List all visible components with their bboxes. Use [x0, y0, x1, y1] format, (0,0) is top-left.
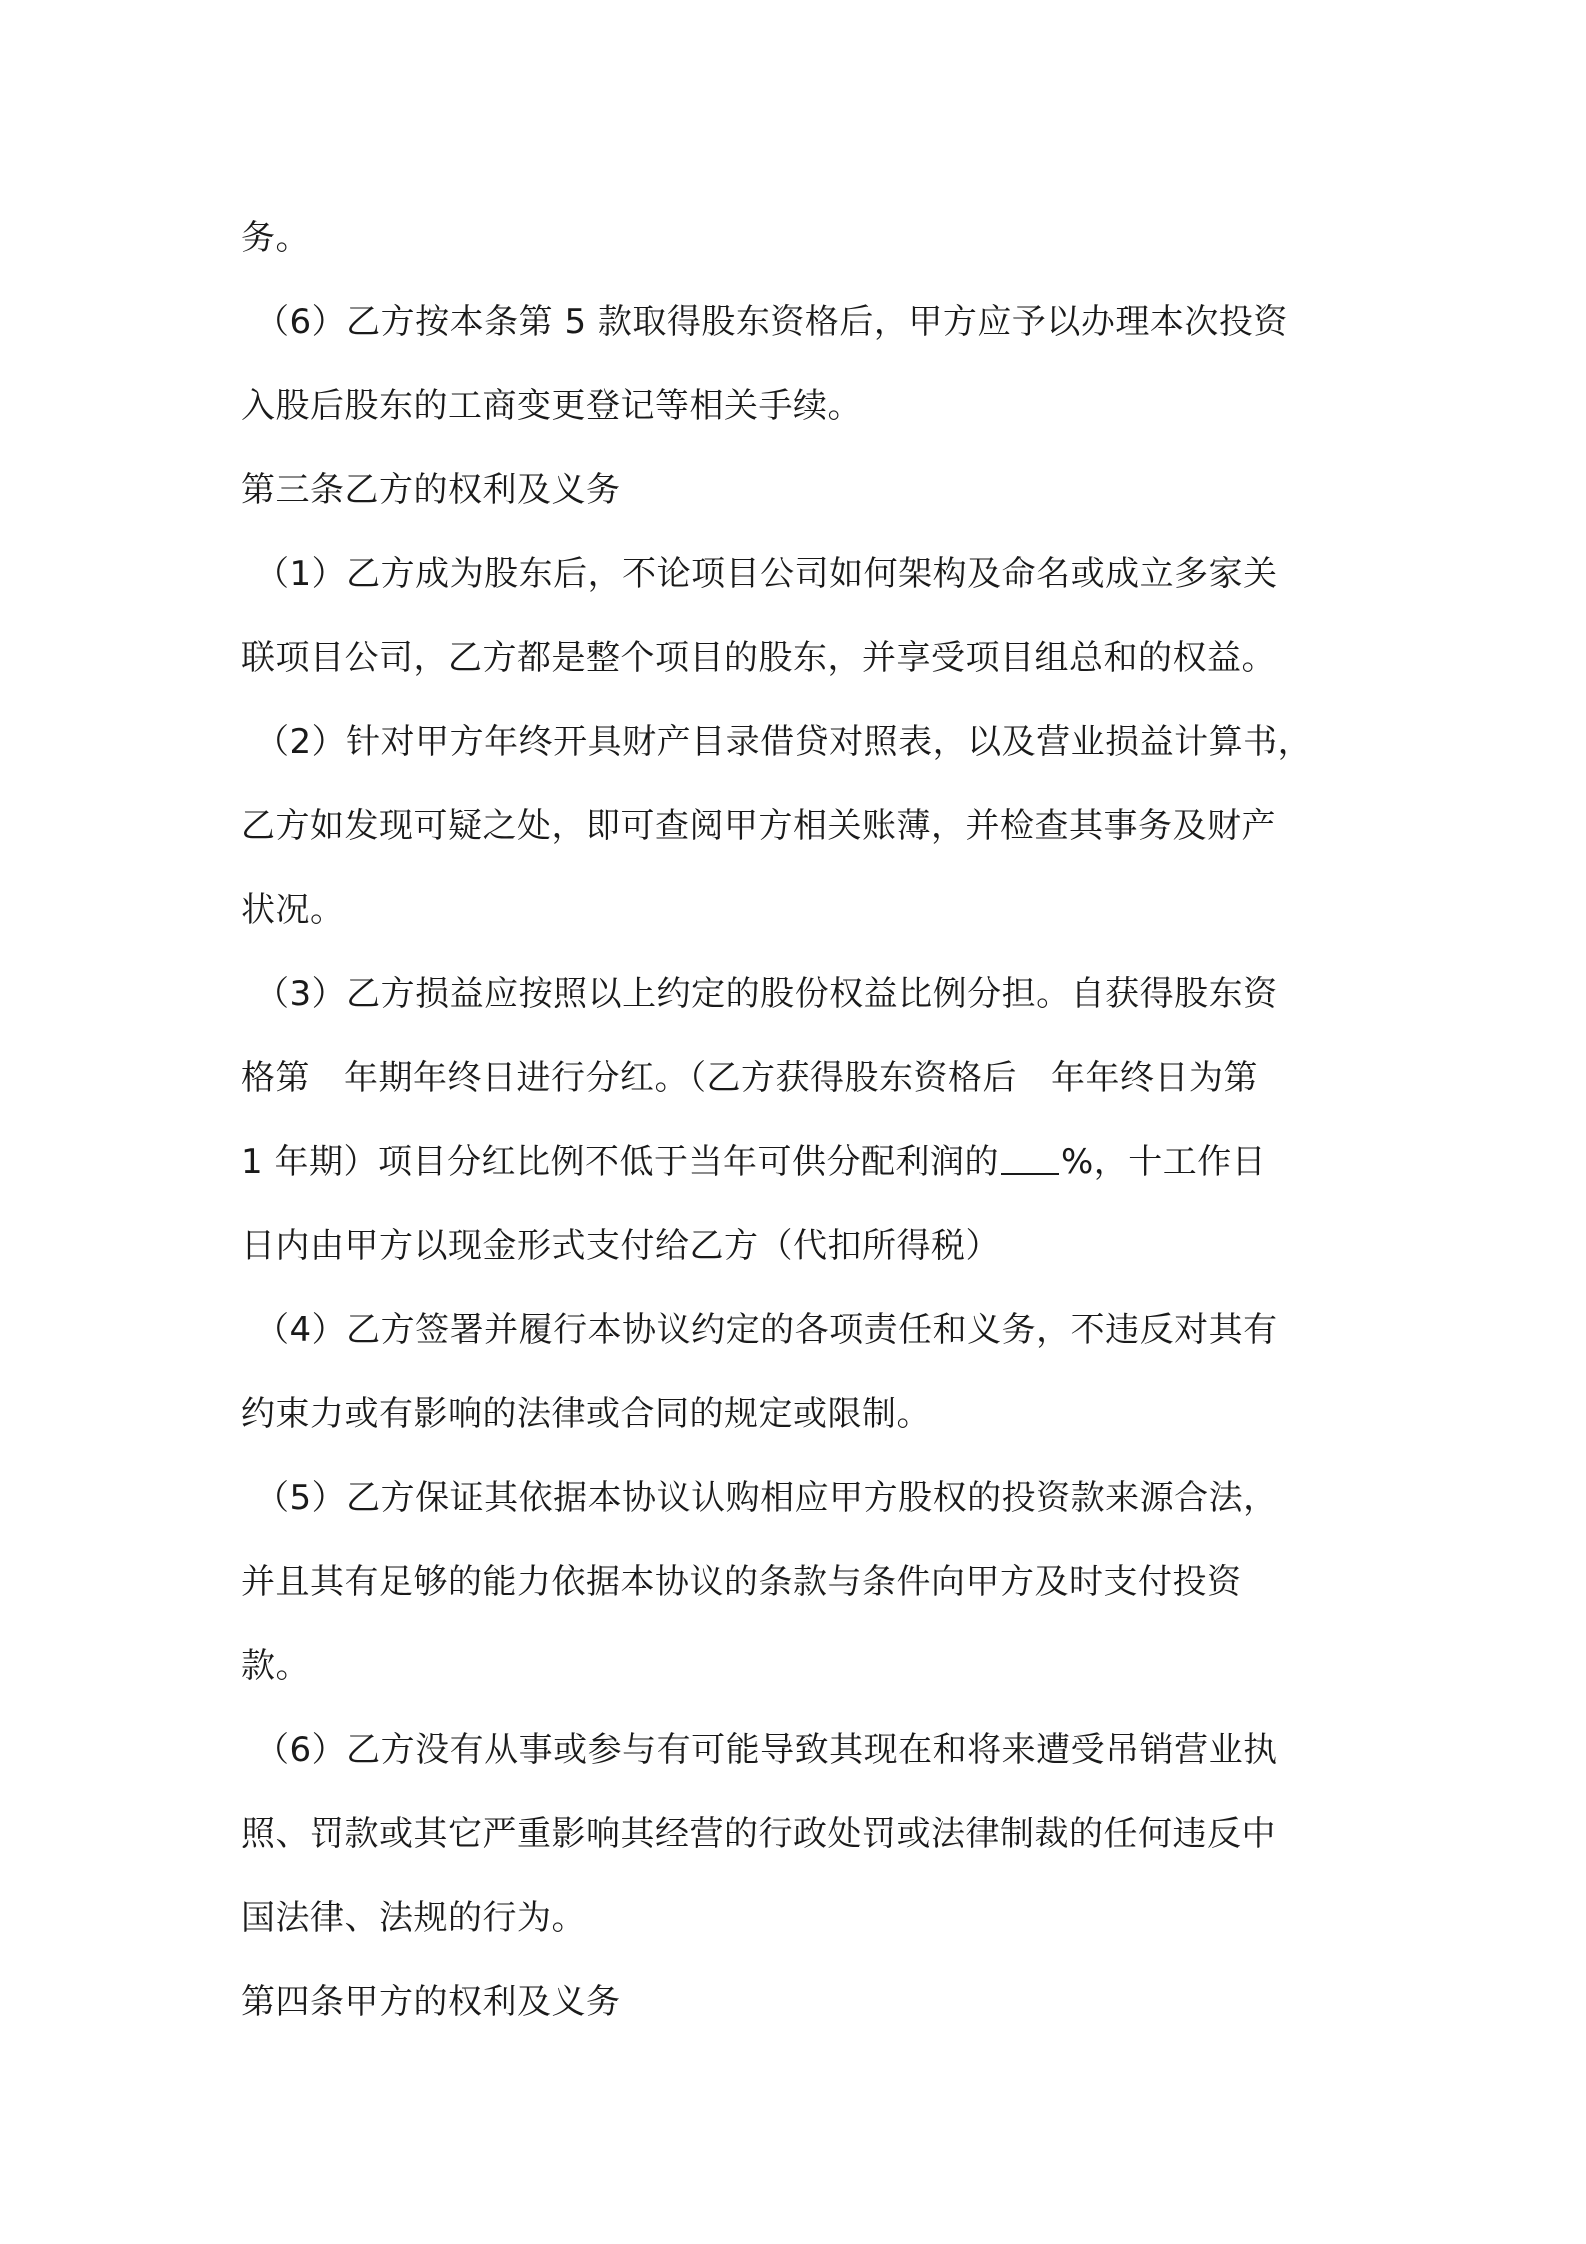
fill-in-blank: [1001, 1143, 1059, 1175]
article-3-clause-1-line-2: 联项目公司，乙方都是整个项目的股东，并享受项目组总和的权益。: [241, 638, 1276, 678]
article-3-heading: 第三条乙方的权利及义务: [241, 470, 621, 510]
article-3-clause-1-line-1: （1）乙方成为股东后，不论项目公司如何架构及命名或成立多家关: [255, 554, 1278, 594]
article-3-clause-4-line-1: （4）乙方签署并履行本协议约定的各项责任和义务，不违反对其有: [255, 1310, 1278, 1350]
text-line: 务。: [241, 218, 310, 258]
clause-6-line-2: 入股后股东的工商变更登记等相关手续。: [241, 386, 862, 426]
article-3-clause-5-line-2: 并且其有足够的能力依据本协议的条款与条件向甲方及时支付投资: [241, 1562, 1242, 1602]
text-segment: 年期年终日进行分红。（乙方获得股东资格后: [344, 1058, 1017, 1098]
article-3-clause-4-line-2: 约束力或有影响的法律或合同的规定或限制。: [241, 1394, 931, 1434]
document-body: [241, 196, 1361, 2044]
article-3-clause-6-line-3: 国法律、法规的行为。: [241, 1898, 586, 1938]
text-segment: 1 年期）项目分红比例不低于当年可供分配利润的: [241, 1142, 999, 1182]
article-3-clause-6-line-2: 照、罚款或其它严重影响其经营的行政处罚或法律制裁的任何违反中: [241, 1814, 1276, 1854]
article-3-clause-3-line-1: （3）乙方损益应按照以上约定的股份权益比例分担。自获得股东资: [255, 974, 1278, 1014]
article-3-clause-2-line-3: 状况。: [241, 890, 345, 930]
article-3-clause-3-line-3: [241, 1120, 1361, 1204]
article-3-clause-5-line-3: 款。: [241, 1646, 310, 1686]
article-3-clause-6-line-1: （6）乙方没有从事或参与有可能导致其现在和将来遭受吊销营业执: [255, 1730, 1278, 1770]
text-segment: 年年终日为第: [1051, 1058, 1258, 1098]
article-3-clause-5-line-1: （5）乙方保证其依据本协议认购相应甲方股权的投资款来源合法，: [255, 1478, 1278, 1518]
article-3-clause-2-line-2: 乙方如发现可疑之处，即可查阅甲方相关账薄，并检查其事务及财产: [241, 806, 1276, 846]
article-3-clause-3-line-4: 日内由甲方以现金形式支付给乙方（代扣所得税）: [241, 1226, 1000, 1266]
text-segment: %，十工作日: [1060, 1142, 1267, 1182]
article-4-heading: 第四条甲方的权利及义务: [241, 1982, 621, 2022]
article-3-clause-2-line-1: （2）针对甲方年终开具财产目录借贷对照表，以及营业损益计算书，: [255, 722, 1313, 762]
article-3-clause-3-line-2: [241, 1036, 1361, 1120]
text-segment: 格第: [241, 1058, 310, 1098]
clause-6-line-1: （6）乙方按本条第 5 款取得股东资格后，甲方应予以办理本次投资: [255, 302, 1288, 342]
